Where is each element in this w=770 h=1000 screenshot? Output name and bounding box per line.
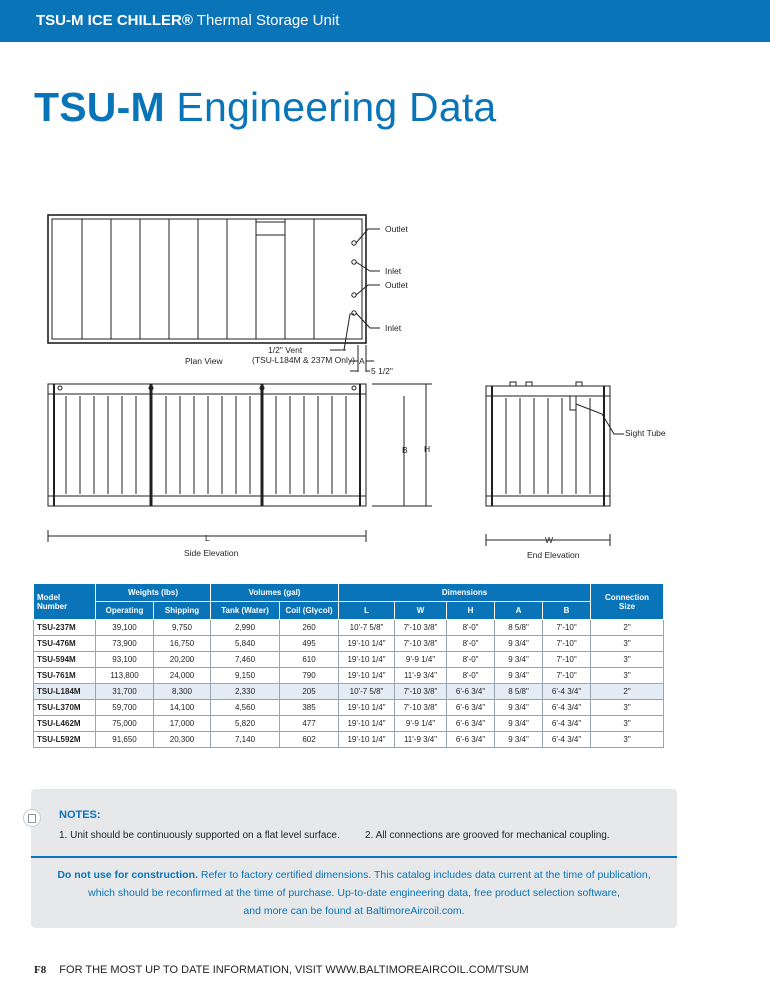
table-body <box>34 620 664 748</box>
table-row <box>34 684 664 700</box>
label-side-elevation: Side Elevation <box>184 548 239 558</box>
table-cell: 2" <box>591 684 664 700</box>
model-number-cell: TSU-476M <box>34 636 96 652</box>
table-cell: 6'-6 3/4" <box>447 700 495 716</box>
model-number-cell: TSU-761M <box>34 668 96 684</box>
table-row <box>34 652 664 668</box>
disclaimer-line-2: which should be reconfirmed at the time of purchase. Up-to-date engineering data, free product selection software, <box>88 887 620 899</box>
table-cell: 113,800 <box>96 668 154 684</box>
table-cell: 8'-0" <box>447 668 495 684</box>
table-cell: 6'-6 3/4" <box>447 684 495 700</box>
end-elevation <box>486 382 624 546</box>
header-dimensions: Dimensions <box>339 584 591 602</box>
table-cell: 6'-6 3/4" <box>447 716 495 732</box>
note-item: 1. Unit should be continuously supported on a flat level surface. <box>59 830 340 841</box>
table-cell: 790 <box>280 668 339 684</box>
table-cell: 3" <box>591 668 664 684</box>
table-cell: 19'-10 1/4" <box>339 652 395 668</box>
table-cell: 10'-7 5/8" <box>339 684 395 700</box>
table-cell: 5,840 <box>211 636 280 652</box>
table-cell: 6'-4 3/4" <box>543 684 591 700</box>
engineering-data-table <box>33 583 664 748</box>
table-cell: 73,900 <box>96 636 154 652</box>
model-number-cell: TSU-L370M <box>34 700 96 716</box>
inlet-connection-icon <box>352 311 356 315</box>
model-number-cell: TSU-237M <box>34 620 96 636</box>
table-cell: 20,200 <box>154 652 211 668</box>
table-cell: 6'-4 3/4" <box>543 700 591 716</box>
notes-icon <box>23 809 41 827</box>
model-number-cell: TSU-594M <box>34 652 96 668</box>
table-cell: 20,300 <box>154 732 211 748</box>
table-cell: 9,750 <box>154 620 211 636</box>
label-dim-l: L <box>205 533 210 543</box>
table-cell: 5,820 <box>211 716 280 732</box>
header-model: Model <box>37 592 61 602</box>
notes-title: NOTES: <box>59 809 101 821</box>
table-row <box>34 716 664 732</box>
table-row <box>34 620 664 636</box>
label-outlet: Outlet <box>385 224 408 234</box>
table-cell: 2,330 <box>211 684 280 700</box>
header-connection: Connection <box>605 592 650 602</box>
disclaimer <box>41 866 667 920</box>
label-vent: 1/2" Vent <box>268 345 303 355</box>
table-cell: 7,460 <box>211 652 280 668</box>
table-cell: 9,150 <box>211 668 280 684</box>
table-cell: 3" <box>591 652 664 668</box>
table-cell: 14,100 <box>154 700 211 716</box>
table-cell: 610 <box>280 652 339 668</box>
table-cell: 7,140 <box>211 732 280 748</box>
table-cell: 9 3/4" <box>495 732 543 748</box>
table-cell: 3" <box>591 636 664 652</box>
table-cell: 8'-0" <box>447 636 495 652</box>
header-size: Size <box>619 601 636 611</box>
header-coil: Coil (Glycol) <box>280 602 339 620</box>
disclaimer-line-3: and more can be found at BaltimoreAircoil.com. <box>243 905 465 917</box>
table-cell: 7'-10" <box>543 668 591 684</box>
table-cell: 8,300 <box>154 684 211 700</box>
table-cell: 2" <box>591 620 664 636</box>
page-number: F8 <box>34 964 47 976</box>
notes-panel <box>31 789 677 928</box>
label-end-elevation: End Elevation <box>527 550 580 560</box>
table-cell: 9 3/4" <box>495 668 543 684</box>
footer-text: FOR THE MOST UP TO DATE INFORMATION, VISIT WWW.BALTIMOREAIRCOIL.COM/TSUM <box>59 964 529 976</box>
header-h: H <box>447 602 495 620</box>
table-cell: 9 3/4" <box>495 700 543 716</box>
page-title-rest: Engineering Data <box>176 84 497 130</box>
header-model-number <box>34 584 96 620</box>
table-cell: 17,000 <box>154 716 211 732</box>
header-w: W <box>395 602 447 620</box>
label-outlet: Outlet <box>385 280 408 290</box>
side-elevation <box>48 384 432 542</box>
table-cell: 7'-10" <box>543 620 591 636</box>
engineering-drawing <box>0 200 770 565</box>
table-cell: 19'-10 1/4" <box>339 700 395 716</box>
label-dim-w: W <box>545 535 554 545</box>
table-cell: 9 3/4" <box>495 716 543 732</box>
table-cell: 3" <box>591 732 664 748</box>
table-cell: 19'-10 1/4" <box>339 732 395 748</box>
table-cell: 7'-10 3/8" <box>395 700 447 716</box>
table-cell: 6'-6 3/4" <box>447 732 495 748</box>
table-cell: 9 3/4" <box>495 636 543 652</box>
label-plan-view: Plan View <box>185 356 223 366</box>
header-volumes: Volumes (gal) <box>211 584 339 602</box>
inlet-connection-icon <box>352 260 356 264</box>
header-connection-size <box>591 584 664 620</box>
table-row <box>34 700 664 716</box>
label-dim-a: A <box>359 356 365 366</box>
disclaimer-bold: Do not use for construction. <box>57 869 198 881</box>
brand-name: TSU-M ICE CHILLER® <box>36 12 193 29</box>
top-banner <box>0 0 770 42</box>
table-cell: 477 <box>280 716 339 732</box>
table-cell: 8'-0" <box>447 652 495 668</box>
table-cell: 495 <box>280 636 339 652</box>
table-cell: 10'-7 5/8" <box>339 620 395 636</box>
table-cell: 9 3/4" <box>495 652 543 668</box>
table-cell: 11'-9 3/4" <box>395 668 447 684</box>
table-cell: 2,990 <box>211 620 280 636</box>
table-cell: 19'-10 1/4" <box>339 716 395 732</box>
header-shipping: Shipping <box>154 602 211 620</box>
footer <box>34 964 529 976</box>
header-operating: Operating <box>96 602 154 620</box>
table-cell: 9'-9 1/4" <box>395 716 447 732</box>
table-cell: 11'-9 3/4" <box>395 732 447 748</box>
table-cell: 4,560 <box>211 700 280 716</box>
table-cell: 385 <box>280 700 339 716</box>
model-number-cell: TSU-L462M <box>34 716 96 732</box>
banner-subtitle: Thermal Storage Unit <box>196 12 340 29</box>
table-cell: 7'-10" <box>543 652 591 668</box>
page-title-bold: TSU-M <box>34 84 165 130</box>
divider <box>31 856 677 858</box>
model-number-cell: TSU-L592M <box>34 732 96 748</box>
table-cell: 91,650 <box>96 732 154 748</box>
table-cell: 19'-10 1/4" <box>339 668 395 684</box>
header-b: B <box>543 602 591 620</box>
table-cell: 75,000 <box>96 716 154 732</box>
table-cell: 3" <box>591 716 664 732</box>
header-a: A <box>495 602 543 620</box>
table-cell: 59,700 <box>96 700 154 716</box>
table-cell: 6'-4 3/4" <box>543 716 591 732</box>
header-weights: Weights (lbs) <box>96 584 211 602</box>
table-row <box>34 636 664 652</box>
table-cell: 602 <box>280 732 339 748</box>
page-title <box>34 84 496 131</box>
disclaimer-line-1: Refer to factory certified dimensions. This catalog includes data current at the time of publication, <box>200 869 651 881</box>
note-item: 2. All connections are grooved for mechanical coupling. <box>365 830 610 841</box>
label-vent-note: (TSU-L184M & 237M Only) <box>252 355 355 365</box>
table-cell: 24,000 <box>154 668 211 684</box>
outlet-connection-icon <box>352 293 356 297</box>
label-dim-h: H <box>424 444 431 454</box>
outlet-connection-icon <box>352 241 356 245</box>
table-row <box>34 668 664 684</box>
table-cell: 8 5/8" <box>495 620 543 636</box>
table-cell: 260 <box>280 620 339 636</box>
label-inlet: Inlet <box>385 266 402 276</box>
label-dim-5-half: 5 1/2" <box>371 366 393 376</box>
table-cell: 8'-0" <box>447 620 495 636</box>
table-cell: 6'-4 3/4" <box>543 732 591 748</box>
table-cell: 19'-10 1/4" <box>339 636 395 652</box>
table-cell: 8 5/8" <box>495 684 543 700</box>
table-cell: 93,100 <box>96 652 154 668</box>
table-cell: 9'-9 1/4" <box>395 652 447 668</box>
header-l: L <box>339 602 395 620</box>
table-cell: 3" <box>591 700 664 716</box>
header-number: Number <box>37 601 68 611</box>
table-cell: 31,700 <box>96 684 154 700</box>
table-cell: 7'-10 3/8" <box>395 636 447 652</box>
table-cell: 205 <box>280 684 339 700</box>
table-cell: 7'-10 3/8" <box>395 684 447 700</box>
header-tank: Tank (Water) <box>211 602 280 620</box>
label-dim-b: B <box>402 445 408 455</box>
label-inlet: Inlet <box>385 323 402 333</box>
table-cell: 39,100 <box>96 620 154 636</box>
table-cell: 7'-10 3/8" <box>395 620 447 636</box>
model-number-cell: TSU-L184M <box>34 684 96 700</box>
table-row <box>34 732 664 748</box>
plan-view <box>48 215 380 372</box>
label-sight-tube: Sight Tube <box>625 428 666 438</box>
table-cell: 7'-10" <box>543 636 591 652</box>
table-cell: 16,750 <box>154 636 211 652</box>
